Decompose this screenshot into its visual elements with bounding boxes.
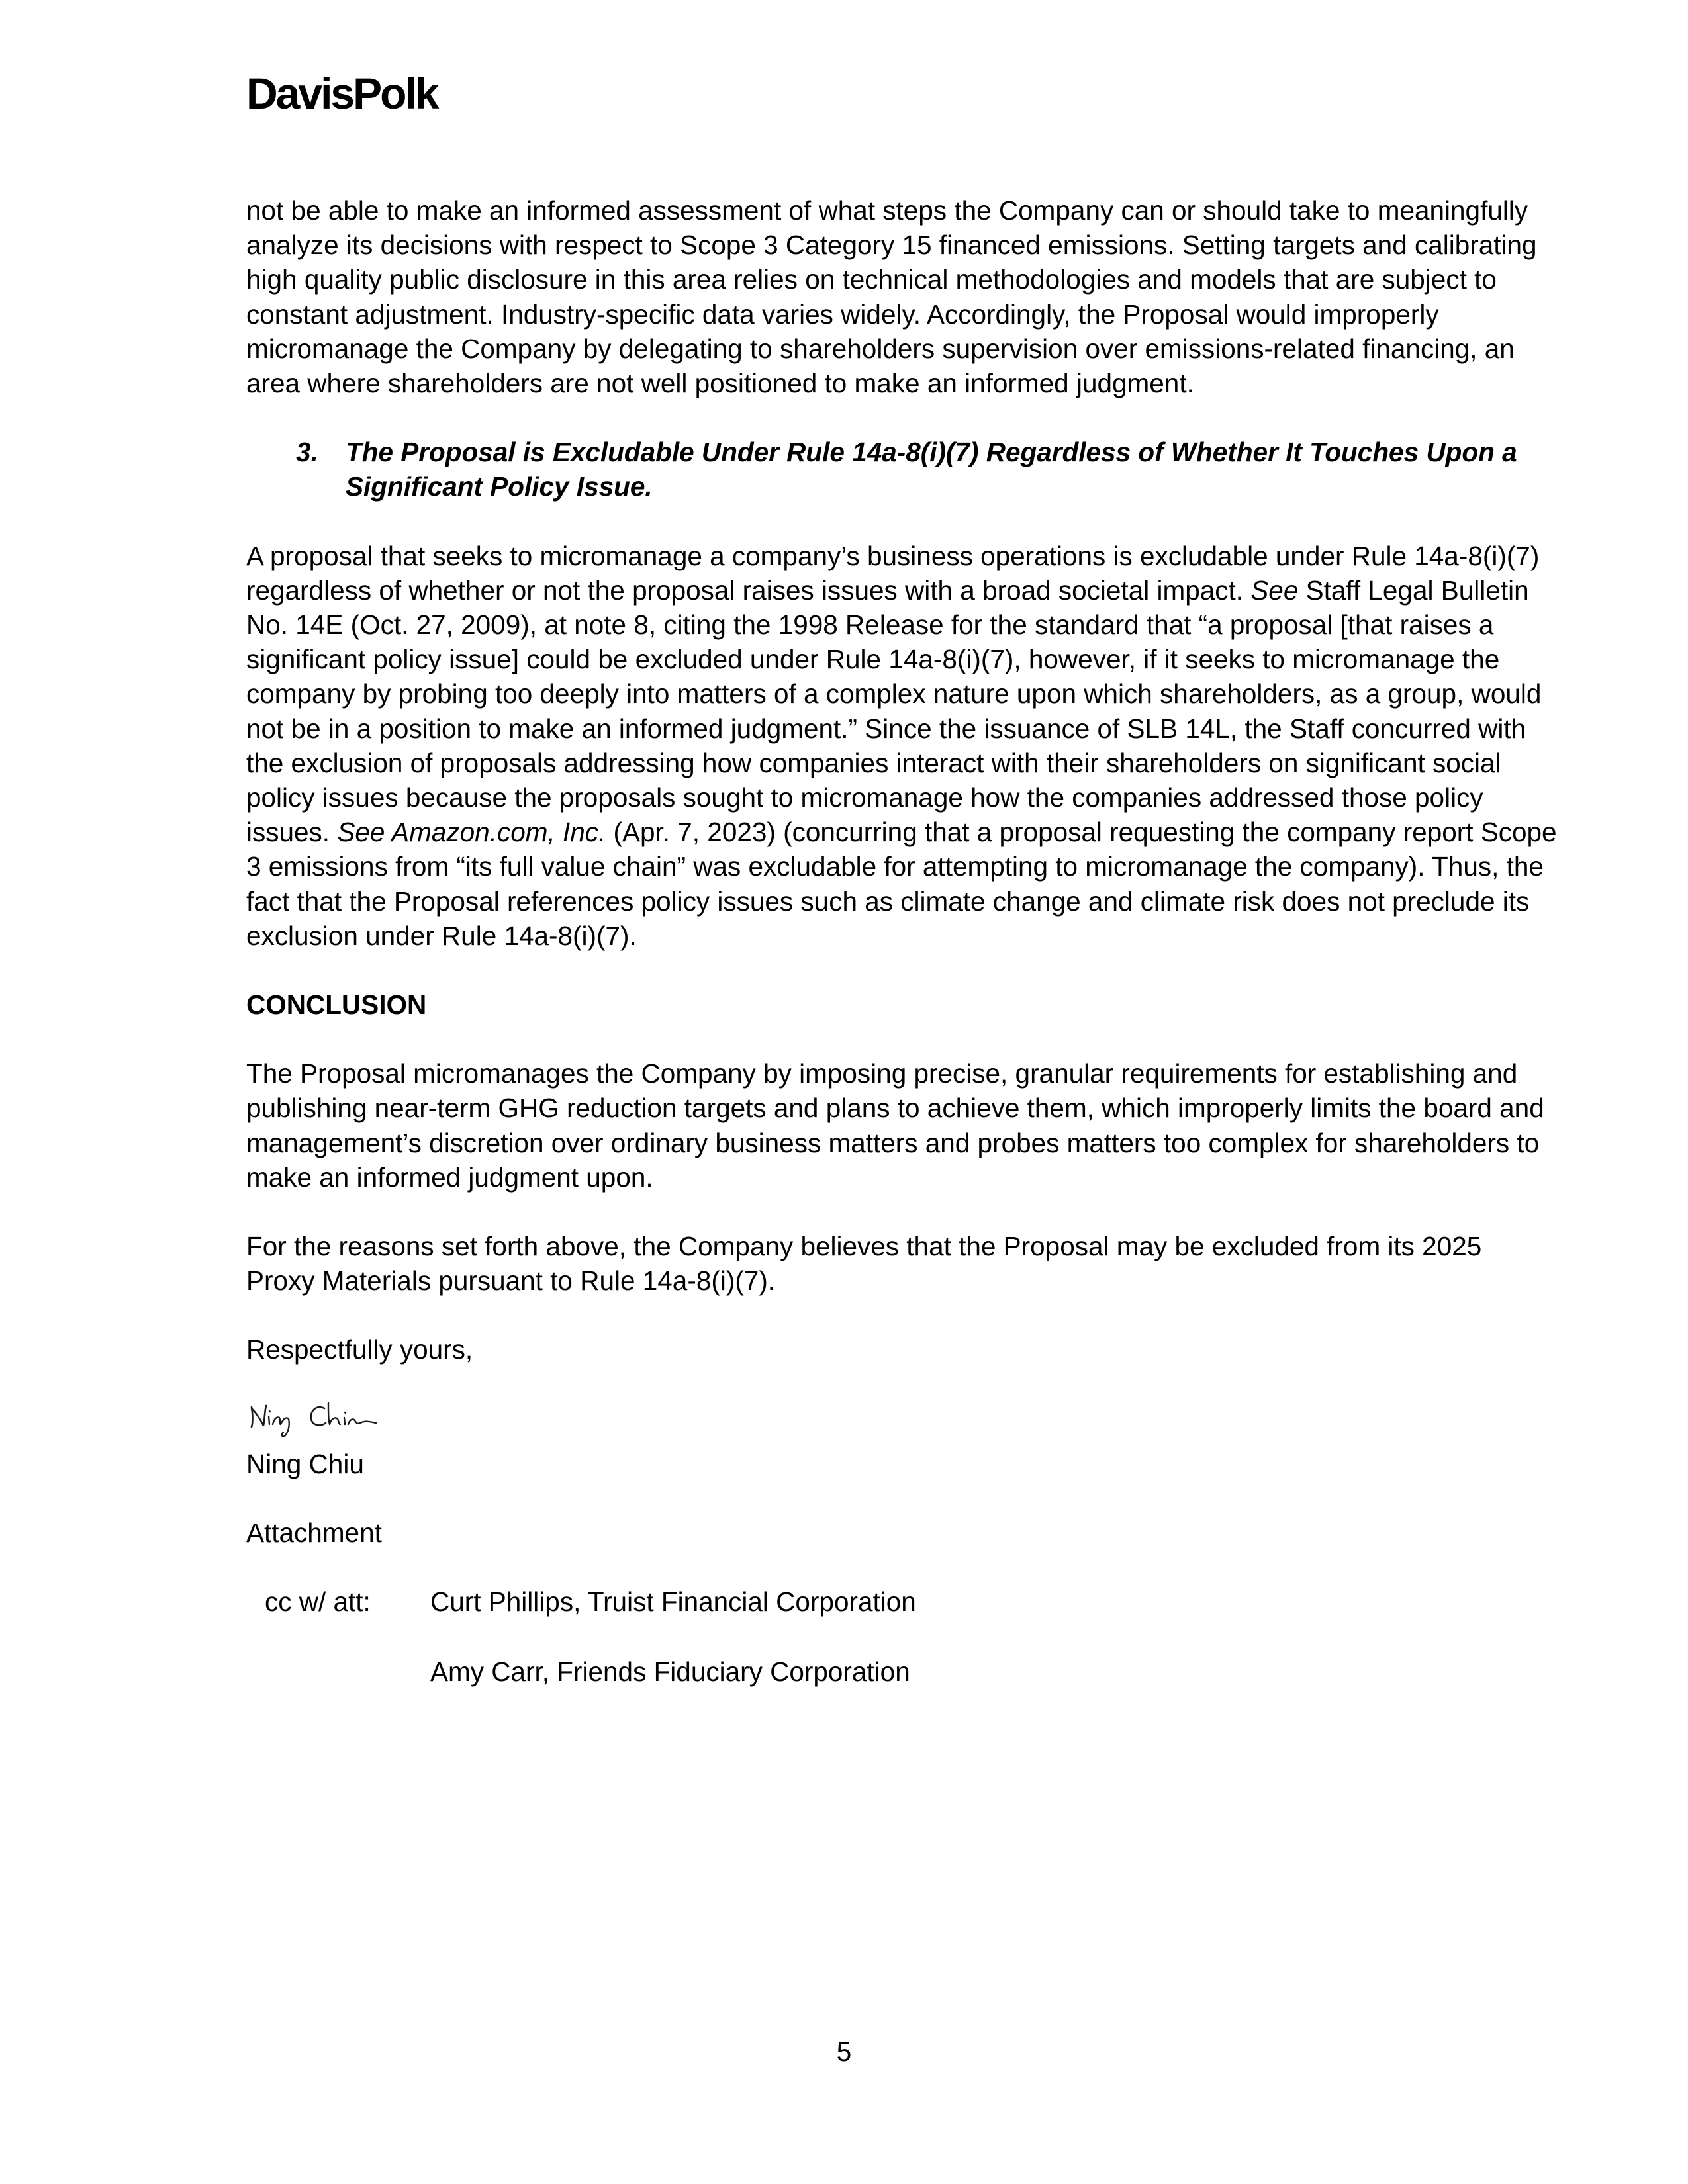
cc-label: cc w/ att: [265, 1586, 371, 1617]
cc-recipient: Amy Carr, Friends Fiduciary Corporation [430, 1657, 910, 1688]
section-title: The Proposal is Excludable Under Rule 14a-8(i)(7) Regardless of Whether It Touches Upon a Significant Policy Issue. [346, 437, 1517, 502]
closing-salutation: Respectfully yours, [246, 1334, 473, 1365]
paragraph-micromanage-argument [246, 539, 1557, 953]
case-citation: See Amazon.com, Inc. [337, 817, 606, 848]
firm-logo: DavisPolk [246, 69, 438, 118]
handwritten-signature [246, 1394, 399, 1441]
attachment-label: Attachment [246, 1517, 382, 1548]
paragraph-text: A proposal that seeks to micromanage a company’s business operations is excludable under Rule 14a-8(i)(7) regardless of whether or not the proposal raises issues with a broad societal impact. [246, 540, 1540, 606]
section-heading-3 [296, 435, 1557, 504]
paragraph-continuation: not be able to make an informed assessment of what steps the Company can or should take to meaningfully analyze its decisions with respect to Scope 3 Category 15 financed emissions. Setting targets and calibrating high quality public disclosure in this area relies on technical methodologies and models that are subject to constant adjustment. Industry-specific data varies widely. Accordingly, the Proposal would improperly micromanage the Company by delegating to shareholders supervision over emissions-related financing, an area where shareholders are not well positioned to make an informed judgment. [246, 195, 1537, 399]
paragraph-text: (Apr. 7, 2023) (concurring that a proposal requesting the company report Scope 3 emissions from “its full value chain” was excludable for attempting to micromanage the company). Thus, the fact that the Proposal references policy issues such as climate change and climate risk does not preclude its exclusion under Rule 14a-8(i)(7). [246, 817, 1557, 951]
cc-block [246, 1584, 1557, 1689]
page-number: 5 [836, 2036, 852, 2067]
cc-recipient: Curt Phillips, Truist Financial Corporation [430, 1586, 916, 1617]
paragraph-reasons: For the reasons set forth above, the Company believes that the Proposal may be excluded from its 2025 Proxy Materials pursuant to Rule 14a-8(i)(7). [246, 1231, 1482, 1297]
conclusion-heading: CONCLUSION [246, 989, 427, 1021]
cc-recipient-list [430, 1584, 1557, 1689]
paragraph-conclusion: The Proposal micromanages the Company by imposing precise, granular requirements for establishing and publishing near-term GHG reduction targets and plans to achieve them, which improperly limits the board and management’s discretion over ordinary business matters and probes matters too complex for shareholders to make an informed judgment upon. [246, 1058, 1544, 1193]
letter-body [246, 193, 1557, 1690]
signatory-name: Ning Chiu [246, 1448, 364, 1479]
citation-signal: See [1250, 574, 1299, 606]
section-number: 3. [296, 437, 318, 468]
paragraph-text: Staff Legal Bulletin No. 14E (Oct. 27, 2009), at note 8, citing the 1998 Release for the standard that “a proposal [that raises a significant policy issue] could be excluded under Rule 14a-8(i)(7), however, if it seeks to micromanage the company by probing too deeply into matters of a complex nature upon which shareholders, as a group, would not be in a position to make an informed judgment.” Since the issuance of SLB 14L, the Staff concurred with the exclusion of proposals addressing how companies interact with their shareholders on significant social policy issues because the proposals sought to micromanage how the companies addressed those policy issues. [246, 574, 1542, 848]
